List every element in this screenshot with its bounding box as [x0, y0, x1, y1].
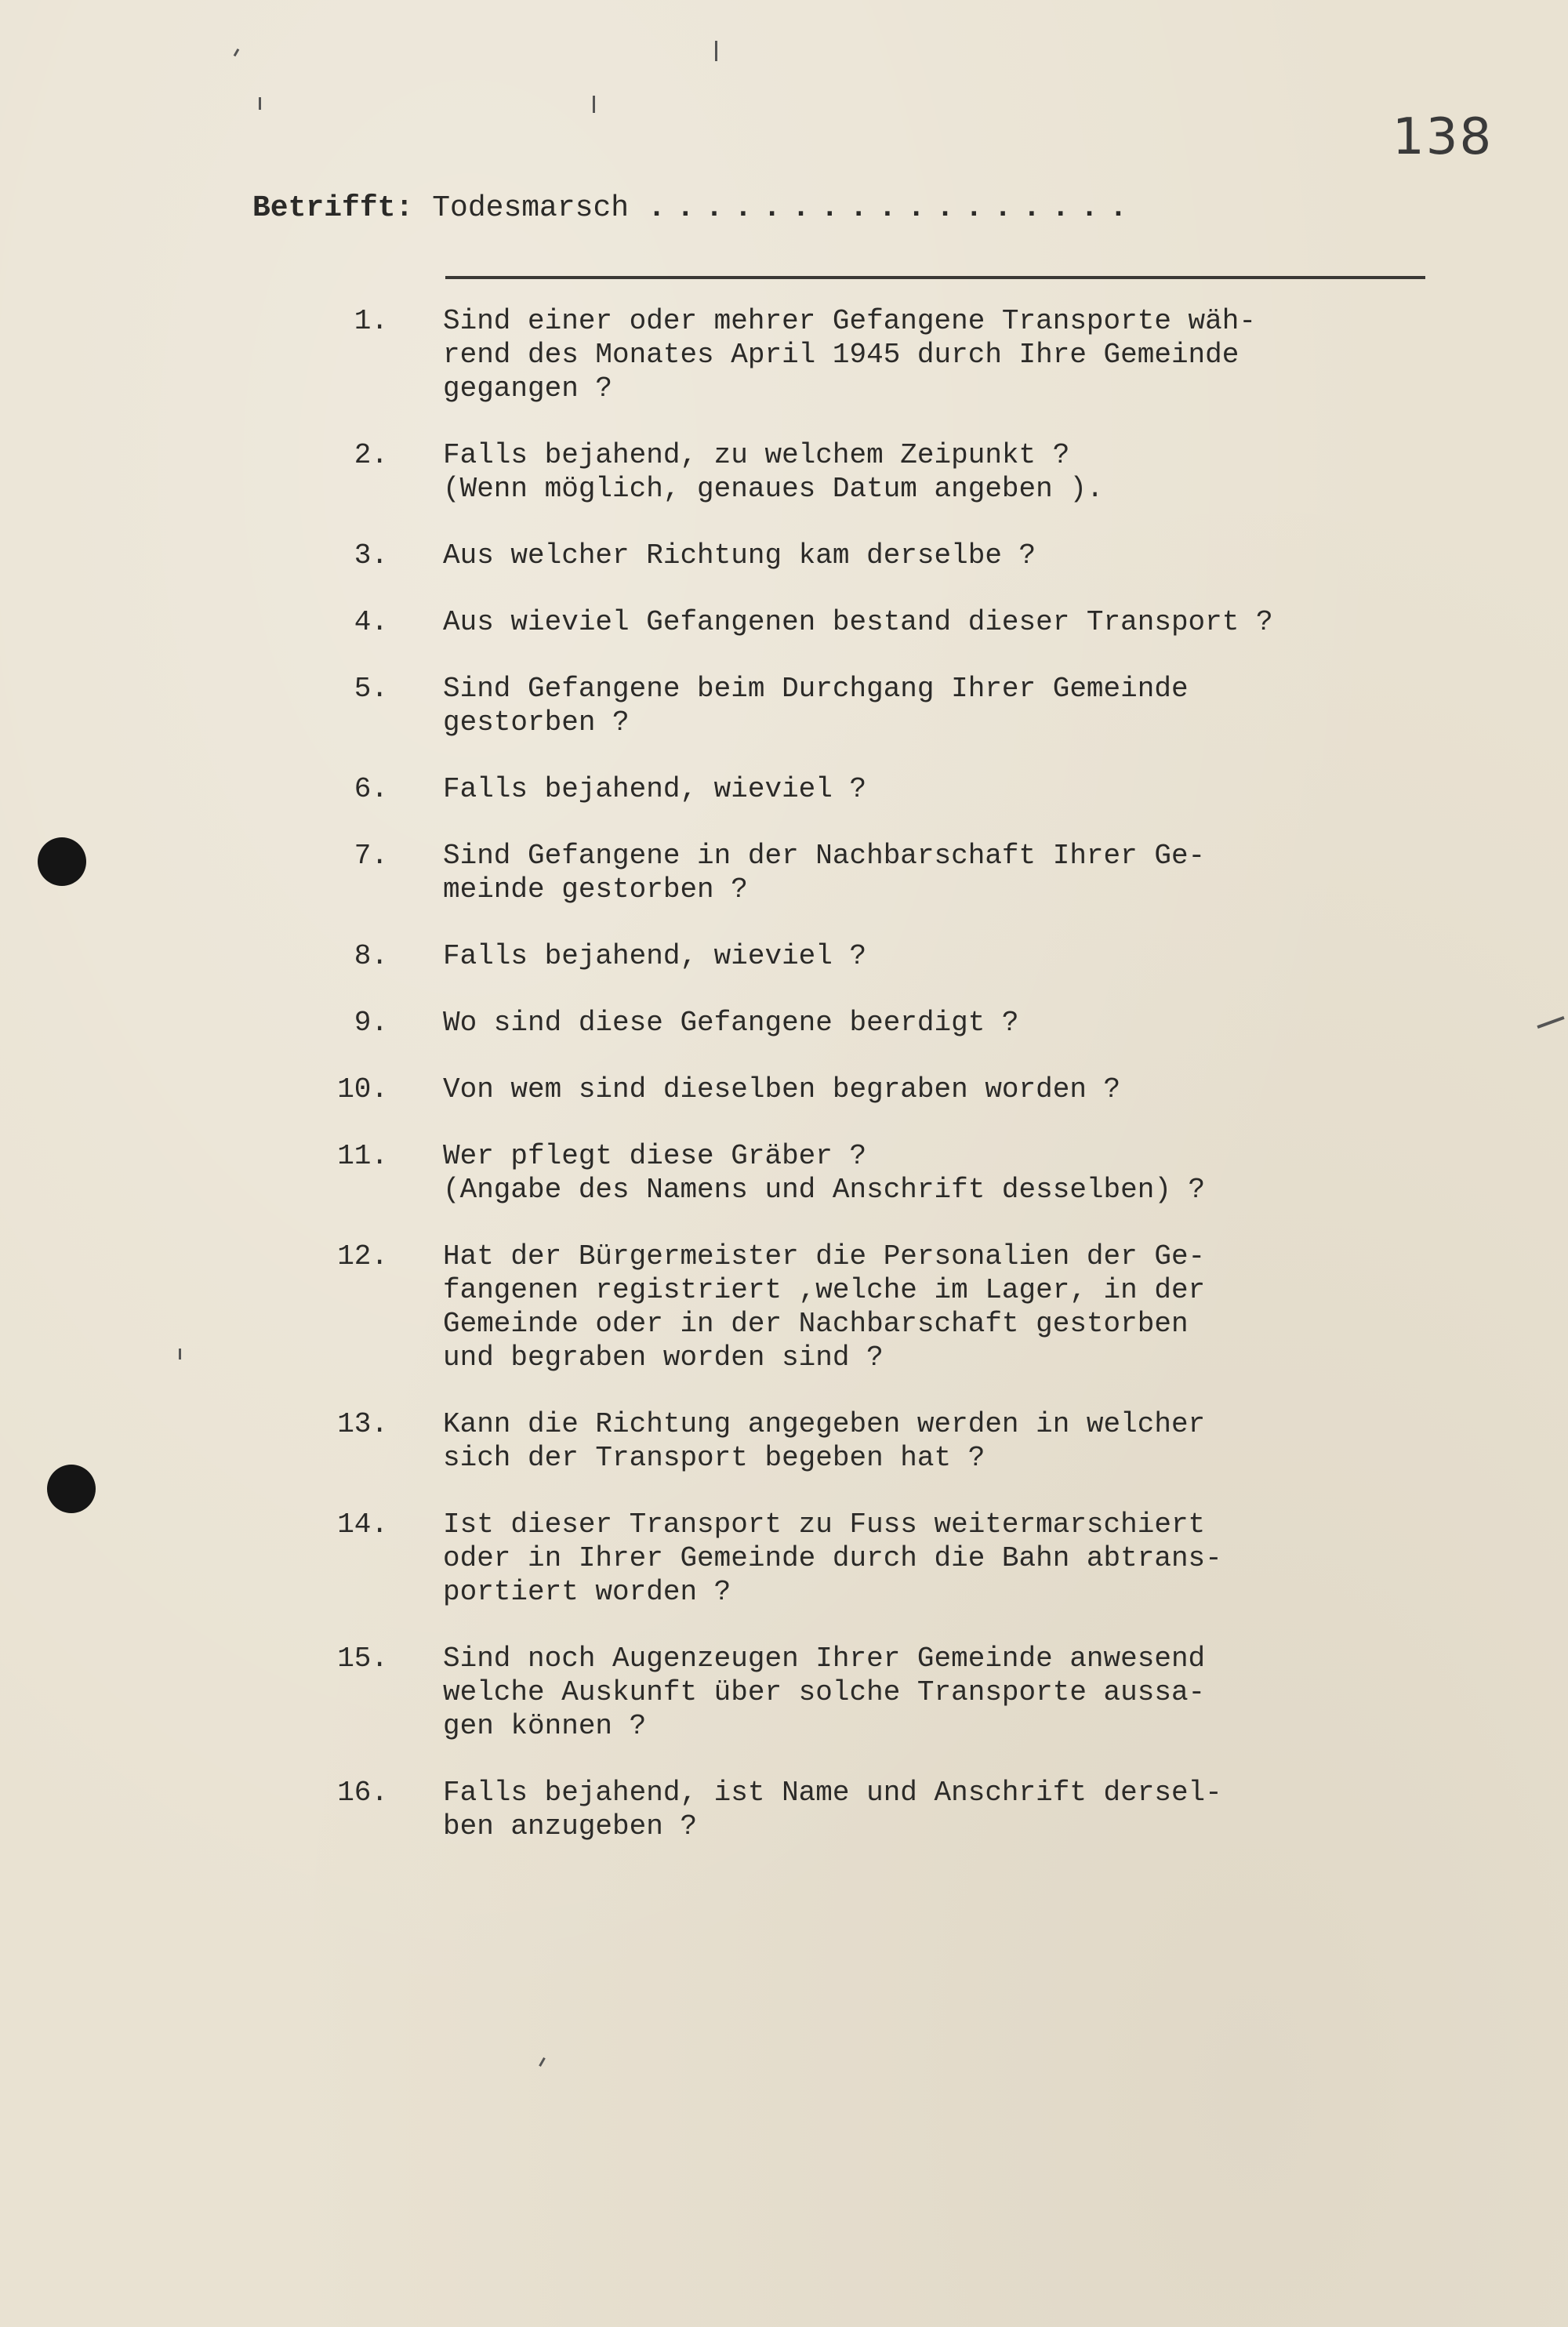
punch-hole [38, 837, 86, 886]
question-text: Falls bejahend, zu welchem Zeipunkt ? (Wenn möglich, genaues Datum angeben ). [443, 439, 1104, 505]
paper-mark [259, 97, 261, 110]
question-text: Aus welcher Richtung kam derselbe ? [443, 539, 1036, 572]
question-text: Sind Gefangene in der Nachbarschaft Ihrer Ge- meinde gestorben ? [443, 840, 1206, 906]
question-item [314, 1508, 1427, 1609]
question-item [314, 304, 1427, 405]
paper-mark [539, 2057, 546, 2067]
question-list [314, 304, 1427, 1876]
question-text: Falls bejahend, wieviel ? [443, 773, 867, 805]
paper-mark [234, 49, 240, 56]
question-number: 6. [354, 773, 388, 805]
question-number: 9. [354, 1007, 388, 1039]
question-item [314, 605, 1427, 639]
question-text: Sind Gefangene beim Durchgang Ihrer Gemeinde gestorben ? [443, 673, 1189, 739]
question-number: 11. [337, 1140, 388, 1172]
punch-hole [47, 1465, 96, 1513]
question-number: 3. [354, 539, 388, 572]
question-number: 14. [337, 1508, 388, 1541]
question-number: 1. [354, 305, 388, 337]
question-text: Kann die Richtung angegeben werden in welcher sich der Transport begeben hat ? [443, 1408, 1206, 1474]
paper-mark [715, 41, 717, 61]
question-text: Falls bejahend, ist Name und Anschrift dersel- ben anzugeben ? [443, 1777, 1222, 1842]
question-text: Ist dieser Transport zu Fuss weitermarschiert oder in Ihrer Gemeinde durch die Bahn abtrans- portiert worden ? [443, 1508, 1222, 1608]
question-number: 5. [354, 673, 388, 705]
question-text: Sind einer oder mehrer Gefangene Transporte wäh- rend des Monates April 1945 durch Ihre Gemeinde gegangen ? [443, 305, 1256, 405]
question-item [314, 1240, 1427, 1374]
subject-label: Betrifft: [252, 191, 414, 225]
question-item [314, 772, 1427, 806]
subject-dots: ................. [648, 191, 1138, 225]
question-item [314, 1073, 1427, 1106]
subject-value: Todesmarsch [432, 191, 630, 225]
question-number: 7. [354, 840, 388, 872]
paper-mark [179, 1349, 181, 1360]
question-number: 8. [354, 940, 388, 972]
question-item [314, 539, 1427, 572]
question-item [314, 1642, 1427, 1743]
question-item [314, 672, 1427, 739]
question-text: Wer pflegt diese Gräber ? (Angabe des Namens und Anschrift desselben) ? [443, 1140, 1206, 1206]
question-number: 12. [337, 1240, 388, 1272]
question-item [314, 839, 1427, 906]
question-text: Wo sind diese Gefangene beerdigt ? [443, 1007, 1019, 1039]
question-number: 15. [337, 1643, 388, 1675]
underline-rule [445, 276, 1425, 279]
question-number: 4. [354, 606, 388, 638]
paper-mark [1537, 1016, 1564, 1029]
question-number: 16. [337, 1777, 388, 1809]
question-item [314, 1407, 1427, 1475]
question-number: 2. [354, 439, 388, 471]
question-text: Hat der Bürgermeister die Personalien der Ge- fangenen registriert ,welche im Lager, in der Gemeinde oder in der Nachbarschaft gestorben und begraben worden sind ? [443, 1240, 1206, 1374]
subject-line [252, 191, 1138, 225]
question-item [314, 438, 1427, 506]
question-item [314, 1776, 1427, 1843]
question-text: Falls bejahend, wieviel ? [443, 940, 867, 972]
question-item [314, 939, 1427, 973]
question-text: Von wem sind dieselben begraben worden ? [443, 1073, 1121, 1105]
question-item [314, 1006, 1427, 1040]
question-number: 13. [337, 1408, 388, 1440]
question-text: Sind noch Augenzeugen Ihrer Gemeinde anwesend welche Auskunft über solche Transporte aussa- gen können ? [443, 1643, 1206, 1742]
question-item [314, 1139, 1427, 1207]
question-text: Aus wieviel Gefangenen bestand dieser Transport ? [443, 606, 1273, 638]
page-number: 138 [1392, 108, 1494, 166]
paper-mark [593, 96, 595, 113]
question-number: 10. [337, 1073, 388, 1105]
